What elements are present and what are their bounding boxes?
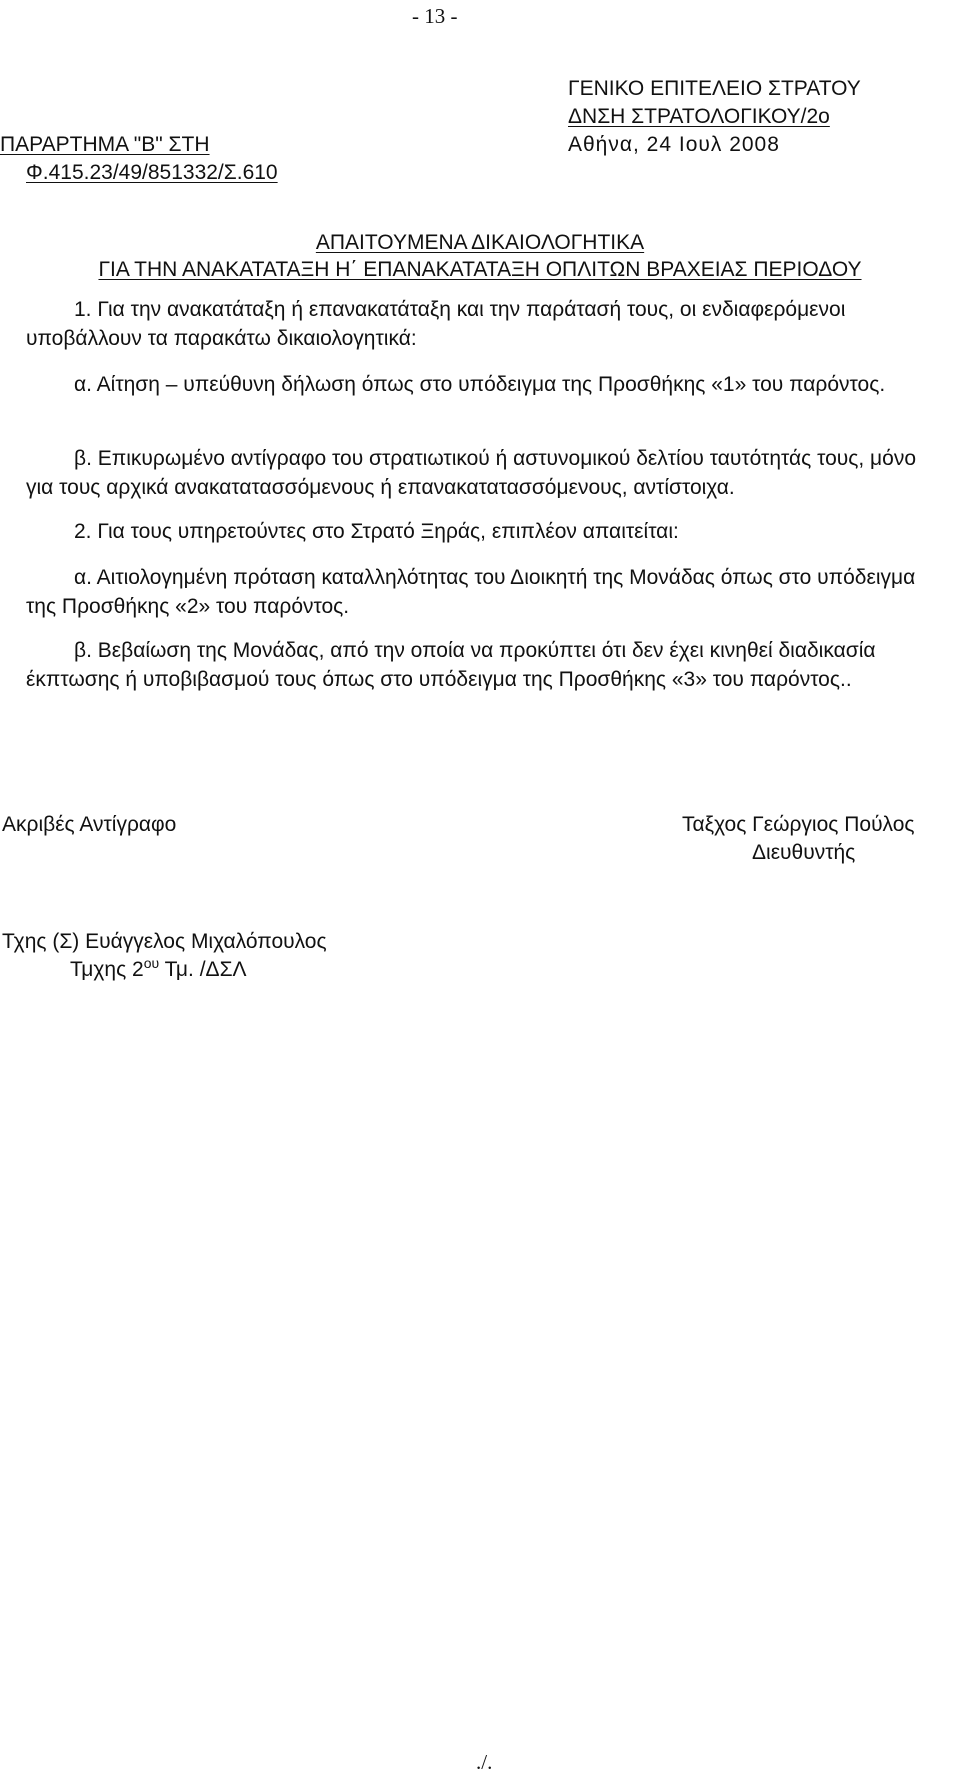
org-name: ΓΕΝΙΚΟ ΕΠΙΤΕΛΕΙΟ ΣΤΡΑΤΟΥ [568, 77, 861, 100]
copy-officer-role [70, 955, 247, 984]
paragraph-1b: β. Επικυρωμένο αντίγραφο του στρατιωτικού ή αστυνομικού δελτίου ταυτότητάς τους, μόνο για τους αρχικά ανακατατασσόμενους ή επανακατατασσόμενους, αντίστοιχα. [26, 447, 916, 499]
end-mark: ./. [476, 1750, 493, 1774]
directorate-name: ΔΝΣΗ ΣΤΡΑΤΟΛΟΓΙΚΟΥ/2ο [568, 105, 830, 128]
document-subtitle: ΓΙΑ ΤΗΝ ΑΝΑΚΑΤΑΤΑΞΗ Η΄ ΕΠΑΝΑΚΑΤΑΤΑΞΗ ΟΠΛΙΤΩΝ ΒΡΑΧΕΙΑΣ ΠΕΡΙΟΔΟΥ [98, 258, 862, 281]
signer-role: Διευθυντής [752, 841, 856, 864]
true-copy-label: Ακριβές Αντίγραφο [2, 813, 177, 836]
signer-name: Ταξχος Γεώργιος Πούλος [682, 813, 915, 836]
paragraph-2: 2. Για τους υπηρετούντες στο Στρατό Ξηράς, επιπλέον απαιτείται: [74, 520, 679, 543]
copy-officer-role-superscript: ου [143, 955, 160, 971]
document-title: ΑΠΑΙΤΟΥΜΕΝΑ ΔΙΚΑΙΟΛΟΓΗΤΙΚΑ [315, 231, 645, 254]
paragraph-1: 1. Για την ανακατάταξη ή επανακατάταξη και την παράτασή τους, οι ενδιαφερόμενοι υποβάλλουν τα παρακάτω δικαιολογητικά: [26, 298, 846, 350]
copy-officer-name: Τχης (Σ) Ευάγγελος Μιχαλόπουλος [2, 930, 327, 953]
paragraph-2a: α. Αιτιολογημένη πρόταση καταλληλότητας του Διοικητή της Μονάδας όπως στο υπόδειγμα της Προσθήκης «2» του παρόντος. [26, 566, 916, 618]
paragraph-1a: α. Αίτηση – υπεύθυνη δήλωση όπως στο υπόδειγμα της Προσθήκης «1» του παρόντος. [74, 373, 886, 396]
annex-label: ΠΑΡΑΡΤΗΜΑ "Β" ΣΤΗ [0, 133, 210, 156]
file-reference: Φ.415.23/49/851332/Σ.610 [26, 161, 278, 184]
copy-officer-role-prefix: Τμχης 2 [70, 958, 144, 981]
copy-officer-role-suffix: Τμ. /ΔΣΛ [159, 958, 247, 981]
document-date: Αθήνα, 24 Ιουλ 2008 [568, 133, 780, 156]
page-number: - 13 - [412, 4, 458, 28]
paragraph-2b: β. Βεβαίωση της Μονάδας, από την οποία να προκύπτει ότι δεν έχει κινηθεί διαδικασία έκπτωσης ή υποβιβασμού τους όπως στο υπόδειγμα της Προσθήκης «3» του παρόντος.. [26, 639, 876, 691]
